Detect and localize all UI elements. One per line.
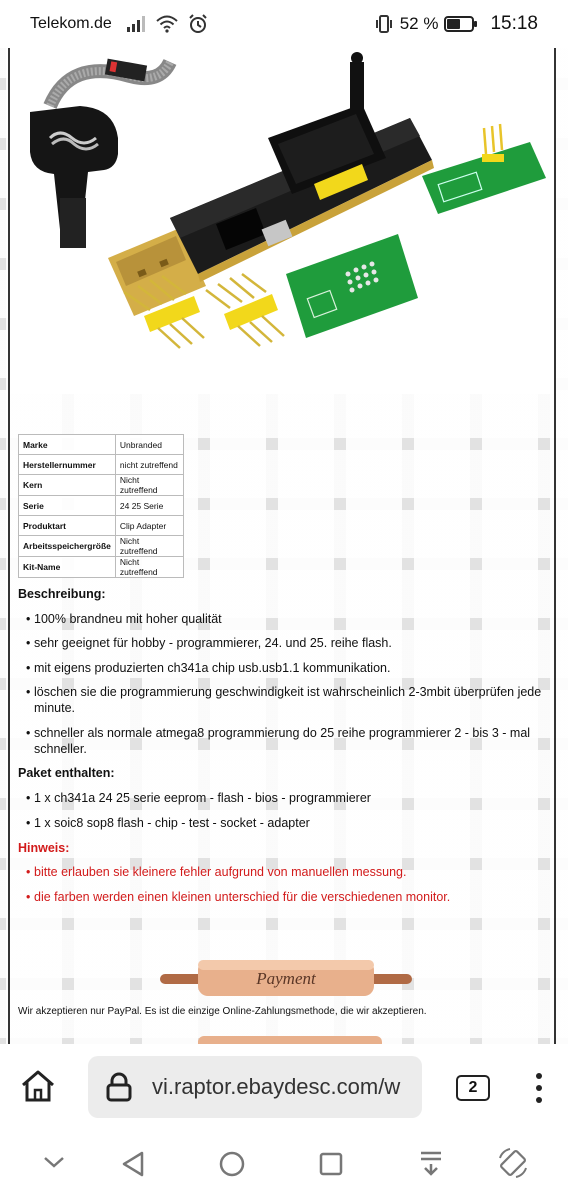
payment-note: Wir akzeptieren nur PayPal. Es ist die einzige Online-Zahlungsmethode, die wir akzeptieren. xyxy=(18,1006,427,1017)
battery-percent: 52 % xyxy=(399,14,439,33)
table-row xyxy=(19,557,184,578)
system-nav-bar xyxy=(0,1130,568,1200)
list-item: • 100% brandneu mit hoher qualität xyxy=(34,611,554,627)
table-row xyxy=(19,536,184,557)
clock: 15:18 xyxy=(490,13,538,34)
table-row xyxy=(19,475,184,496)
spec-key: Produktart xyxy=(19,516,116,536)
list-item: • 1 x soic8 sop8 flash - chip - test - socket - adapter xyxy=(34,815,554,831)
table-row xyxy=(19,516,184,536)
spec-key: Kit-Name xyxy=(19,557,116,578)
browser-toolbar xyxy=(0,1044,568,1130)
vibrate-icon xyxy=(374,14,394,34)
note-heading: Hinweis: xyxy=(18,841,70,855)
address-bar[interactable] xyxy=(88,1056,422,1118)
payment-banner xyxy=(160,958,412,998)
list-item: • bitte erlauben sie kleinere fehler aufgrund von manuellen messung. xyxy=(34,864,554,880)
spec-key: Serie xyxy=(19,496,116,516)
home-circle-icon[interactable] xyxy=(218,1150,246,1178)
carrier-label: Telekom.de xyxy=(30,15,112,32)
spec-key: Kern xyxy=(19,475,116,496)
spec-value: Unbranded xyxy=(115,435,183,455)
more-icon[interactable] xyxy=(534,1072,544,1104)
chevron-down-icon[interactable] xyxy=(42,1154,66,1170)
list-item: • mit eigens produzierten ch341a chip usb.usb1.1 kommunikation. xyxy=(34,660,554,676)
status-bar xyxy=(0,0,568,48)
lock-icon xyxy=(106,1072,132,1102)
recents-icon[interactable] xyxy=(318,1151,344,1177)
package-heading: Paket enthalten: xyxy=(18,766,115,780)
list-item: • löschen sie die programmierung geschwindigkeit ist wahrscheinlich 2-3mbit überprüfen jede minute. xyxy=(34,684,554,716)
webpage-content xyxy=(0,48,568,1044)
spec-value: Nicht zutreffend xyxy=(115,475,183,496)
signal-icon xyxy=(126,16,146,32)
spec-value: nicht zutreffend xyxy=(115,455,183,475)
url-text: vi.raptor.ebaydesc.com/w xyxy=(152,1074,401,1099)
table-row xyxy=(19,496,184,516)
home-icon[interactable] xyxy=(20,1069,56,1103)
spec-value: Clip Adapter xyxy=(115,516,183,536)
spec-key: Arbeitsspeichergröße xyxy=(19,536,116,557)
spec-table xyxy=(18,434,184,578)
payment-banner-label: Payment xyxy=(256,969,316,988)
alarm-icon xyxy=(188,14,208,34)
list-item: • sehr geeignet für hobby - programmierer, 24. und 25. reihe flash. xyxy=(34,635,554,651)
spec-value: 24 25 Serie xyxy=(115,496,183,516)
description-heading: Beschreibung: xyxy=(18,587,106,601)
download-icon[interactable] xyxy=(418,1150,444,1178)
rotate-icon[interactable] xyxy=(496,1146,530,1180)
back-icon[interactable] xyxy=(120,1150,146,1178)
spec-value: Nicht zutreffend xyxy=(115,557,183,578)
table-row xyxy=(19,455,184,475)
spec-value: Nicht zutreffend xyxy=(115,536,183,557)
tabs-icon[interactable]: 2 xyxy=(456,1075,490,1101)
list-item: • die farben werden einen kleinen unterschied für die verschiedenen monitor. xyxy=(34,889,554,905)
spec-key: Herstellernummer xyxy=(19,455,116,475)
product-photo xyxy=(10,48,554,394)
list-item: • schneller als normale atmega8 programmierung do 25 reihe programmierer 2 - bis 3 - mal schneller. xyxy=(34,725,554,757)
list-item: • 1 x ch341a 24 25 serie eeprom - flash - bios - programmierer xyxy=(34,790,554,806)
programmer-kit-image xyxy=(10,48,554,394)
next-banner-partial xyxy=(198,1034,382,1044)
battery-icon xyxy=(444,16,474,32)
table-row xyxy=(19,435,184,455)
wifi-icon xyxy=(156,15,178,33)
spec-key: Marke xyxy=(19,435,116,455)
